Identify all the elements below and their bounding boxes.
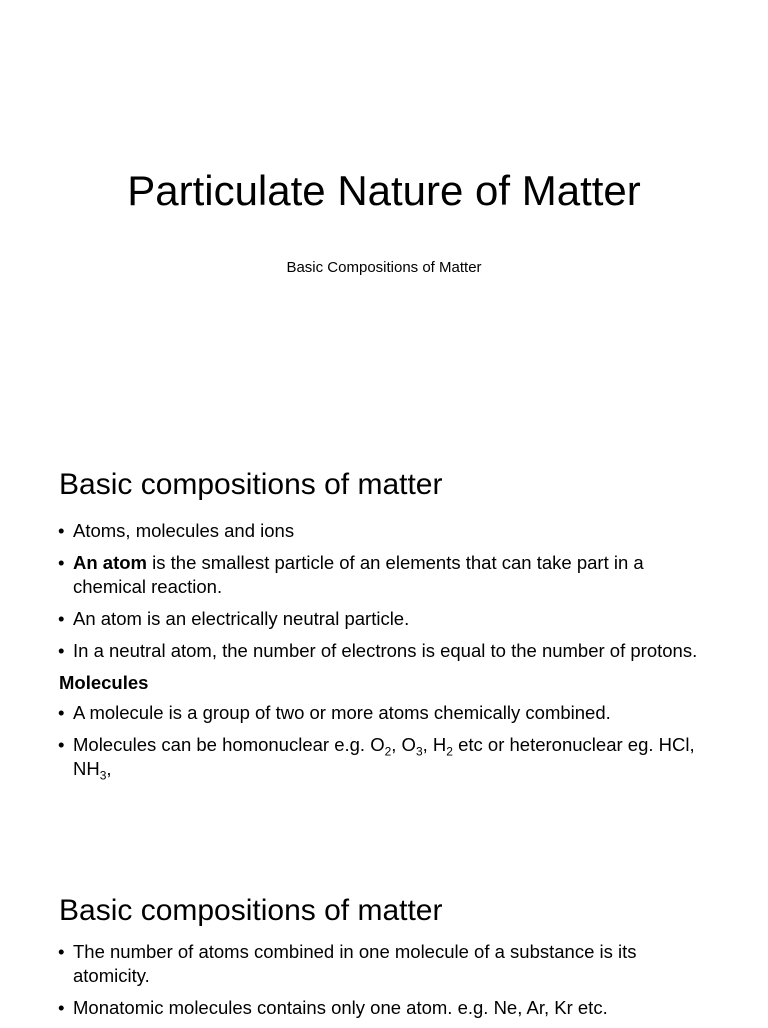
bullet-list <box>58 701 718 781</box>
subscript: 3 <box>415 744 423 759</box>
bullet-item <box>58 519 718 543</box>
bullet-list <box>58 519 718 663</box>
slide-body <box>58 519 718 789</box>
bullet-text-part: , O <box>391 734 416 755</box>
bullet-text: In a neutral atom, the number of electrons is equal to the number of protons. <box>73 640 698 661</box>
bullet-text: Monatomic molecules contains only one atom. e.g. Ne, Ar, Kr etc. <box>73 997 608 1018</box>
slide-body <box>58 940 718 1028</box>
content-slide-1 <box>0 430 768 860</box>
slide-heading: Basic compositions of matter <box>59 894 443 927</box>
bullet-text: is the smallest particle of an elements that can take part in a chemical reaction. <box>73 552 644 597</box>
bullet-item <box>58 996 718 1020</box>
bullet-item <box>58 733 718 781</box>
bullet-text: A molecule is a group of two or more atoms chemically combined. <box>73 702 611 723</box>
bullet-item <box>58 551 718 599</box>
bullet-item <box>58 940 718 988</box>
slide-title: Particulate Nature of Matter <box>127 167 641 214</box>
bullet-term: An atom <box>73 552 147 573</box>
slide-subtitle: Basic Compositions of Matter <box>286 259 482 276</box>
subscript: 2 <box>384 744 392 759</box>
bullet-item <box>58 639 718 663</box>
bullet-text: An atom is an electrically neutral particle. <box>73 608 410 629</box>
subscript: 2 <box>446 744 453 759</box>
bullet-text-part: , H <box>422 734 447 755</box>
bullet-text-part: , <box>106 758 112 779</box>
bullet-text: Atoms, molecules and ions <box>73 520 295 541</box>
bullet-list <box>58 940 718 1020</box>
bullet-text-part: Molecules can be homonuclear e.g. O <box>73 734 385 755</box>
bullet-text-part: etc or heteronuclear eg. HCl, NH <box>73 734 695 779</box>
content-slide-2 <box>0 860 768 1024</box>
bullet-item <box>58 701 718 725</box>
section-label-molecules: Molecules <box>59 672 149 693</box>
bullet-item <box>58 607 718 631</box>
slide-heading: Basic compositions of matter <box>59 468 443 501</box>
bullet-text: The number of atoms combined in one molecule of a substance is its atomicity. <box>73 941 637 986</box>
title-slide <box>0 0 768 430</box>
subscript: 3 <box>99 768 107 783</box>
